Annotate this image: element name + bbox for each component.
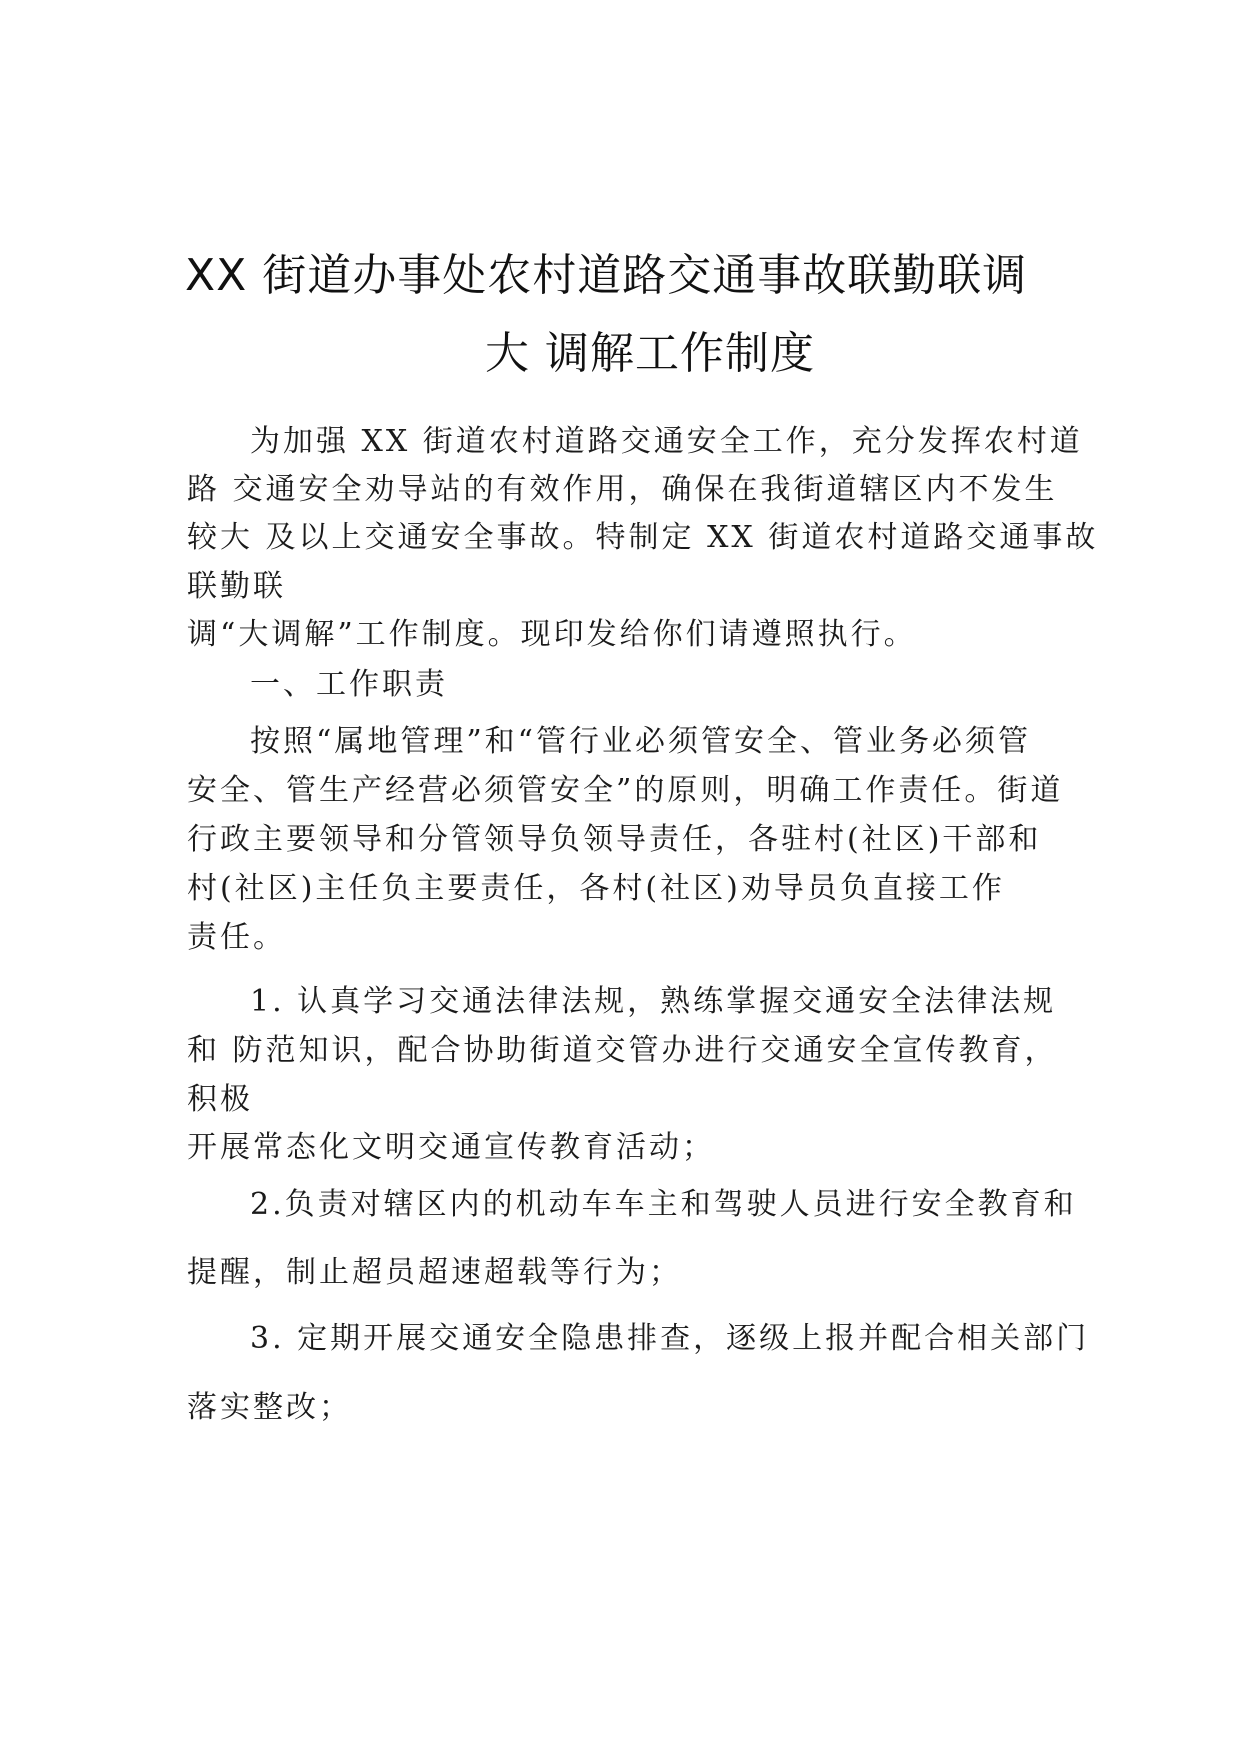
document-title-line1: XX 街道办事处农村道路交通事故联勤联调 (185, 250, 1028, 301)
section-heading: 一、工作职责 (250, 667, 448, 702)
list-item-3: 3. 定期开展交通安全隐患排查，逐级上报并配合相关部门 (250, 1321, 1090, 1356)
body-line: 和 防范知识，配合协助街道交管办进行交通安全宣传教育， (187, 1033, 1058, 1068)
body-line: 安全、管生产经营必须管安全”的原则，明确工作责任。街道 (187, 773, 1064, 808)
body-line: 积极 (187, 1082, 253, 1117)
body-line: 行政主要领导和分管领导负领导责任，各驻村(社区)干部和 (187, 822, 1042, 857)
body-line: 联勤联 (187, 569, 286, 604)
body-line: 调“大调解”工作制度。现印发给你们请遵照执行。 (187, 617, 917, 652)
body-line: 路 交通安全劝导站的有效作用，确保在我街道辖区内不发生 (187, 472, 1058, 507)
body-line: 较大 及以上交通安全事故。特制定 XX 街道农村道路交通事故 (187, 520, 1099, 555)
list-item-1: 1. 认真学习交通法律法规，熟练掌握交通安全法律法规 (250, 984, 1057, 1019)
list-item-2: 2.负责对辖区内的机动车车主和驾驶人员进行安全教育和 (250, 1187, 1077, 1222)
body-line: 提醒，制止超员超速超载等行为； (187, 1255, 682, 1290)
body-line: 村(社区)主任负主要责任，各村(社区)劝导员负直接工作 (187, 871, 1005, 906)
body-line: 落实整改； (187, 1390, 352, 1425)
body-line: 责任。 (187, 920, 286, 955)
body-line: 按照“属地管理”和“管行业必须管安全、管业务必须管 (250, 724, 1032, 759)
body-line: 为加强 XX 街道农村道路交通安全工作，充分发挥农村道 (250, 424, 1083, 459)
document-title-line2: 大 调解工作制度 (485, 328, 815, 379)
body-line: 开展常态化文明交通宣传教育活动； (187, 1130, 715, 1165)
